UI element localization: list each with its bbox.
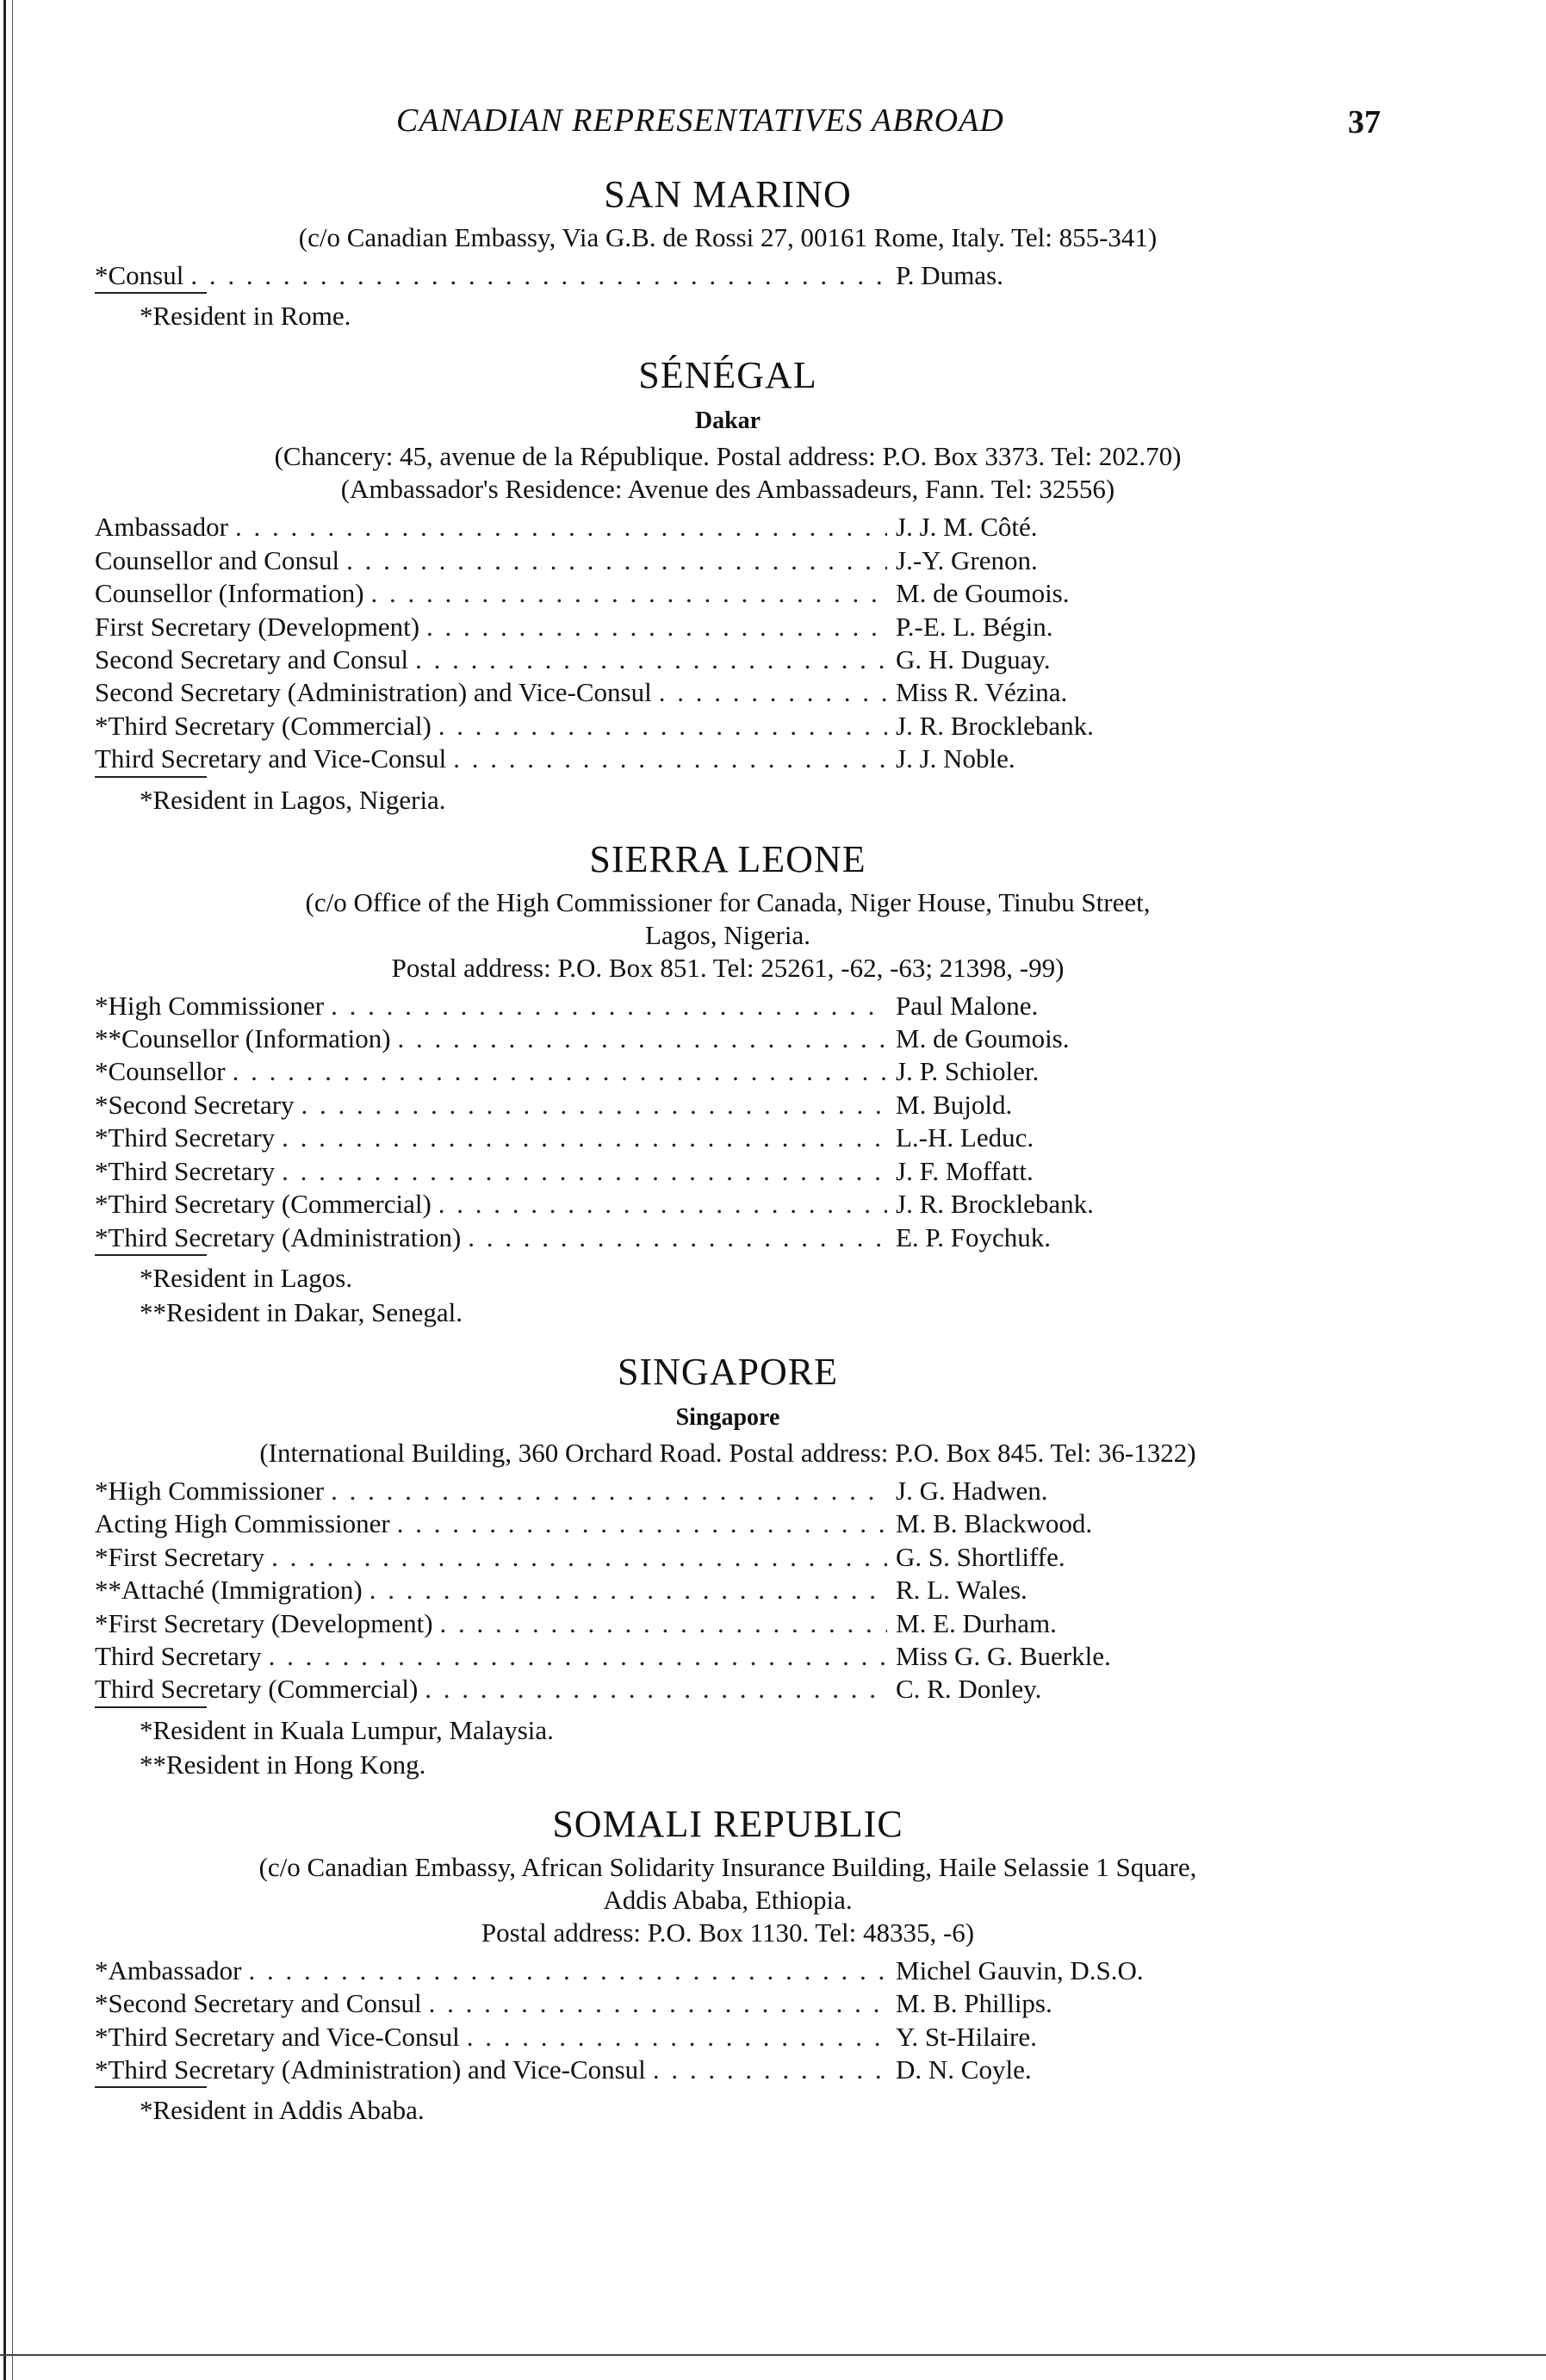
dot-leader: [429, 1987, 887, 2020]
address-line: Postal address: P.O. Box 851. Tel: 25261, -62, -63; 21398, -99): [391, 952, 1065, 983]
country-heading: SINGAPORE: [618, 1350, 838, 1393]
staff-entry: [95, 1954, 1361, 1987]
dot-leader: [653, 2054, 887, 2086]
country-section: [95, 1798, 1361, 2128]
position-title: **Counsellor (Information): [95, 1023, 391, 1054]
staff-entry: [95, 2021, 1361, 2054]
staff-entry: [95, 1475, 1361, 1507]
position-title: Ambassador: [95, 512, 228, 543]
country-section: [95, 1345, 1361, 1782]
staff-list: [95, 511, 1361, 775]
position-title: *Second Secretary: [95, 1089, 295, 1120]
position-title: First Secretary (Development): [95, 611, 420, 642]
country-heading: SIERRA LEONE: [589, 837, 866, 880]
footnote-rule: [95, 776, 207, 778]
dot-leader: [190, 259, 887, 292]
staff-entry: [95, 577, 1361, 610]
address-line: (Ambassador's Residence: Avenue des Ambassadeurs, Fann. Tel: 32556): [340, 474, 1115, 505]
city-heading: Dakar: [694, 407, 761, 435]
position-title: *Third Secretary (Commercial): [95, 1189, 432, 1220]
person-name: M. de Goumois.: [896, 1023, 1070, 1054]
dot-leader: [331, 990, 887, 1022]
staff-list: [95, 1954, 1361, 2087]
staff-entry: [95, 1022, 1361, 1055]
footnotes: [140, 783, 1361, 817]
staff-entry: [95, 511, 1361, 544]
staff-entry: [95, 1607, 1361, 1640]
staff-entry: [95, 544, 1361, 577]
position-title: Second Secretary and Consul: [95, 644, 409, 675]
address-line: (c/o Canadian Embassy, African Solidarity Insurance Building, Haile Selassie 1 Square,: [258, 1851, 1197, 1882]
staff-entry: [95, 1055, 1361, 1088]
dot-leader: [438, 710, 887, 743]
country-section: [95, 168, 1361, 333]
position-title: *Consul: [95, 260, 184, 290]
dot-leader: [467, 2021, 887, 2054]
dot-leader: [659, 676, 887, 709]
dot-leader: [346, 544, 887, 577]
staff-entry: [95, 710, 1361, 743]
position-title: *Third Secretary (Commercial): [95, 710, 432, 741]
person-name: M. E. Durham.: [896, 1607, 1057, 1638]
person-name: M. de Goumois.: [896, 578, 1070, 609]
staff-list: [95, 990, 1361, 1254]
footnote-rule: [95, 1254, 207, 1256]
staff-entry: [95, 1507, 1361, 1540]
person-name: J. G. Hadwen.: [896, 1475, 1048, 1506]
person-name: G. S. Shortliffe.: [896, 1541, 1065, 1572]
dot-leader: [282, 1155, 887, 1188]
footnote: *Resident in Addis Ababa.: [140, 2095, 425, 2126]
dot-leader: [269, 1640, 887, 1673]
staff-entry: [95, 2054, 1361, 2086]
staff-entry: [95, 1987, 1361, 2020]
person-name: J. R. Brocklebank.: [896, 710, 1094, 741]
position-title: *First Secretary (Development): [95, 1607, 433, 1638]
address-line: (Chancery: 45, avenue de la République. Postal address: P.O. Box 3373. Tel: 202.70): [274, 441, 1182, 472]
country-heading: SAN MARINO: [604, 173, 852, 215]
dot-leader: [397, 1507, 887, 1540]
person-name: M. Bujold.: [896, 1089, 1013, 1120]
address-line: Postal address: P.O. Box 1130. Tel: 48335, -6): [481, 1917, 975, 1948]
person-name: R. L. Wales.: [896, 1575, 1028, 1606]
staff-list: [95, 259, 1361, 292]
staff-entry: [95, 990, 1361, 1022]
dot-leader: [426, 611, 887, 643]
footnotes: [140, 2093, 1361, 2128]
position-title: *Third Secretary (Administration): [95, 1221, 462, 1252]
running-title: CANADIAN REPRESENTATIVES ABROAD: [396, 103, 1004, 139]
position-title: Counsellor (Information): [95, 578, 364, 609]
person-name: J. J. Noble.: [896, 743, 1015, 774]
footnote: *Resident in Kuala Lumpur, Malaysia.: [140, 1714, 554, 1745]
staff-entry: [95, 1155, 1361, 1188]
running-head: [0, 102, 1546, 145]
person-name: C. R. Donley.: [896, 1674, 1042, 1705]
person-name: G. H. Duguay.: [896, 644, 1051, 675]
person-name: Y. St-Hilaire.: [896, 2021, 1037, 2052]
staff-entry: [95, 1122, 1361, 1154]
position-title: *Second Secretary and Consul: [95, 1988, 422, 2019]
footnote: *Resident in Lagos.: [140, 1262, 353, 1293]
dot-leader: [301, 1089, 887, 1122]
staff-entry: [95, 743, 1361, 775]
footnotes: [140, 299, 1361, 333]
staff-entry: [95, 643, 1361, 676]
position-title: *High Commissioner: [95, 1475, 325, 1506]
directory-content: [95, 168, 1361, 2143]
address-line: (c/o Office of the High Commissioner for Canada, Niger House, Tinubu Street,: [305, 886, 1151, 917]
position-title: Third Secretary and Vice-Consul: [95, 743, 447, 774]
address-line: (c/o Canadian Embassy, Via G.B. de Rossi 27, 00161 Rome, Italy. Tel: 855-341): [298, 222, 1158, 252]
person-name: J. J. M. Côté.: [896, 512, 1038, 543]
position-title: Third Secretary (Commercial): [95, 1674, 419, 1705]
country-heading: SOMALI REPUBLIC: [552, 1802, 903, 1845]
staff-entry: [95, 1640, 1361, 1673]
position-title: *High Commissioner: [95, 990, 325, 1021]
bottom-rule: [0, 2354, 1546, 2356]
staff-entry: [95, 1089, 1361, 1122]
dot-leader: [371, 577, 887, 610]
position-title: Counsellor and Consul: [95, 544, 340, 575]
footnote: *Resident in Rome.: [140, 301, 351, 332]
staff-list: [95, 1475, 1361, 1706]
person-name: M. B. Blackwood.: [896, 1508, 1093, 1539]
staff-entry: [95, 611, 1361, 643]
footnote-rule: [95, 2086, 207, 2088]
dot-leader: [453, 743, 887, 775]
position-title: **Attaché (Immigration): [95, 1575, 363, 1606]
city-heading: Singapore: [675, 1403, 780, 1431]
person-name: M. B. Phillips.: [896, 1988, 1052, 2019]
address-line: Addis Ababa, Ethiopia.: [603, 1884, 853, 1915]
person-name: Michel Gauvin, D.S.O.: [896, 1954, 1144, 1985]
dot-leader: [235, 511, 887, 544]
position-title: *Third Secretary and Vice-Consul: [95, 2021, 460, 2052]
person-name: Miss G. G. Buerkle.: [896, 1640, 1111, 1671]
dot-leader: [282, 1122, 887, 1154]
dot-leader: [331, 1475, 887, 1507]
dot-leader: [398, 1022, 887, 1055]
country-heading: SÉNÉGAL: [638, 354, 817, 397]
person-name: J. P. Schioler.: [896, 1056, 1040, 1087]
country-section: [95, 833, 1361, 1330]
position-title: Second Secretary (Administration) and Vice-Consul: [95, 677, 652, 708]
footnotes: [140, 1713, 1361, 1782]
position-title: *Third Secretary (Administration) and Vice-Consul: [95, 2054, 646, 2085]
staff-entry: [95, 1541, 1361, 1574]
position-title: *First Secretary: [95, 1541, 265, 1572]
position-title: *Third Secretary: [95, 1122, 276, 1153]
dot-leader: [468, 1221, 887, 1254]
footnote: **Resident in Dakar, Senegal.: [140, 1296, 463, 1327]
dot-leader: [271, 1541, 887, 1574]
staff-entry: [95, 1221, 1361, 1254]
dot-leader: [233, 1055, 887, 1088]
position-title: Acting High Commissioner: [95, 1508, 390, 1539]
address-line: Lagos, Nigeria.: [645, 919, 810, 950]
dot-leader: [369, 1574, 887, 1606]
footnote: **Resident in Hong Kong.: [140, 1749, 426, 1780]
footnotes: [140, 1261, 1361, 1330]
person-name: Miss R. Vézina.: [896, 677, 1068, 708]
dot-leader: [425, 1673, 887, 1706]
page-number: 37: [1348, 104, 1381, 140]
dot-leader: [248, 1954, 887, 1987]
position-title: *Ambassador: [95, 1954, 242, 1985]
person-name: D. N. Coyle.: [896, 2054, 1032, 2085]
country-section: [95, 349, 1361, 817]
staff-entry: [95, 259, 1361, 292]
person-name: P. Dumas.: [896, 260, 1003, 290]
person-name: E. P. Foychuk.: [896, 1221, 1051, 1252]
person-name: J.-Y. Grenon.: [896, 544, 1038, 575]
footnote: *Resident in Lagos, Nigeria.: [140, 784, 446, 815]
staff-entry: [95, 1188, 1361, 1221]
dot-leader: [438, 1188, 887, 1221]
person-name: P.-E. L. Bégin.: [896, 611, 1053, 642]
left-margin-rule-thin: [12, 0, 13, 2380]
person-name: L.-H. Leduc.: [896, 1122, 1034, 1153]
person-name: J. R. Brocklebank.: [896, 1189, 1094, 1220]
left-margin-rule: [3, 0, 6, 2380]
staff-entry: [95, 1673, 1361, 1706]
person-name: J. F. Moffatt.: [896, 1155, 1034, 1186]
position-title: *Third Secretary: [95, 1155, 276, 1186]
address-line: (International Building, 360 Orchard Road. Postal address: P.O. Box 845. Tel: 36-1322): [259, 1437, 1196, 1468]
dot-leader: [440, 1607, 887, 1640]
staff-entry: [95, 1574, 1361, 1606]
footnote-rule: [95, 1706, 207, 1708]
dot-leader: [415, 643, 887, 676]
footnote-rule: [95, 292, 207, 294]
position-title: Third Secretary: [95, 1640, 262, 1671]
person-name: Paul Malone.: [896, 990, 1039, 1021]
position-title: *Counsellor: [95, 1056, 226, 1087]
staff-entry: [95, 676, 1361, 709]
